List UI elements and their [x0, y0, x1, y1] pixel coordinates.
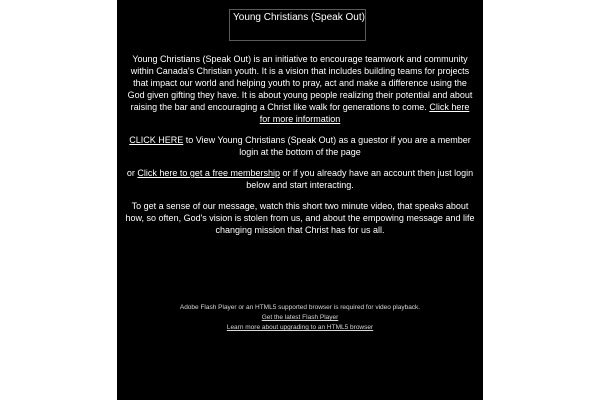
player-notice: Adobe Flash Player or an HTML5 supported browser is required for video playback. — [179, 304, 421, 311]
guest-text: to View Young Christians (Speak Out) as a guestor if you are a member login at the bottom of the page — [183, 135, 471, 157]
intro-paragraph — [125, 53, 475, 125]
video-intro-text: To get a sense of our message, watch this short two minute video, that speaks about how, so often, God's vision is stolen from us, and about the empowing message and life changing mission that Christ has for us all. — [125, 201, 475, 235]
page-content — [117, 0, 483, 400]
video-player-fallback — [125, 303, 475, 333]
guest-paragraph — [125, 134, 475, 158]
flash-player-link[interactable]: Get the latest Flash Player — [261, 314, 339, 321]
membership-text: or if you already have an account then just login below and start interacting. — [246, 168, 474, 190]
membership-paragraph — [125, 167, 475, 191]
page-title: Young Christians (Speak Out) — [233, 12, 365, 23]
guest-view-link[interactable]: CLICK HERE — [129, 135, 184, 145]
intro-text: Young Christians (Speak Out) is an initiative to encourage teamwork and community within Canada's Christian youth. It is a vision that includes building teams for projects that impact our world and helping youth to pray, act and make a difference using the God given gifting they have. It is about young people realizing their potential and about raising the bar and encouraging a Christ like walk for generations to come. — [127, 54, 473, 112]
more-information-link[interactable]: Click here for more information — [259, 102, 470, 124]
page-title-box — [229, 9, 366, 41]
html5-browser-link[interactable]: Learn more about upgrading to an HTML5 browser — [226, 324, 374, 331]
membership-prefix: or — [126, 168, 138, 178]
video-intro-paragraph — [125, 200, 475, 236]
free-membership-link[interactable]: Click here to get a free membership — [137, 168, 280, 178]
